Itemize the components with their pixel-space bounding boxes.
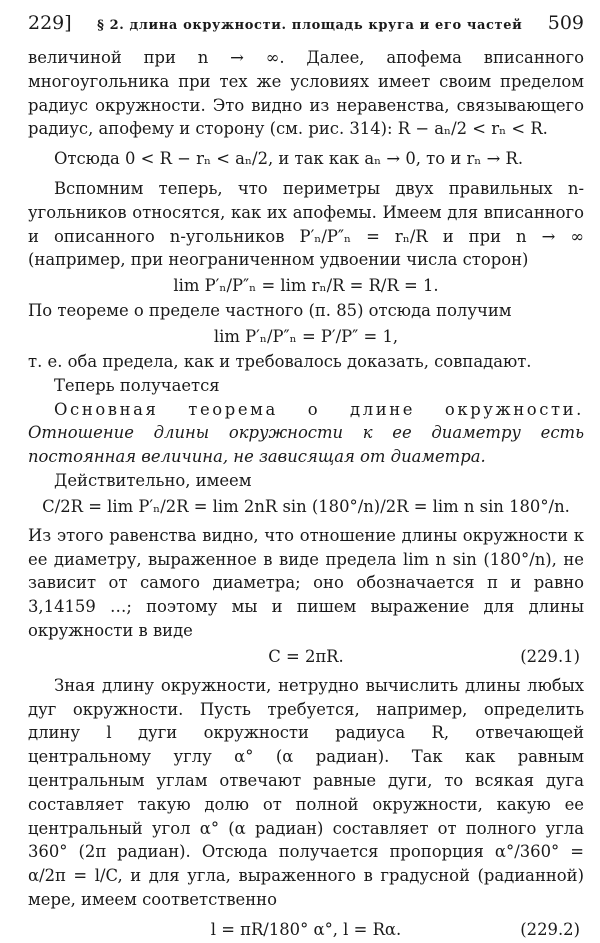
paragraph-9: Зная длину окружности, нетрудно вычислить длины любых дуг окружности. Пусть требуется, например, определить длину l дуги окружности радиуса R, отвечающей центральному углу α° (α радиан). Так как равным центральным углам отвечают равные дуги, то всякая дуга составляет такую долю от полной окружности, какую ее центральный угол α° (α радиан) составляет от полного угла 360° (2π радиан). Отсюда получается пропорция α°/360° = α/2π = l/C, и для угла, выраженного в градусной (радианной) мере, имеем соответственно [28, 675, 584, 909]
equation-4-number: (229.1) [520, 646, 580, 666]
paragraph-6: Теперь получается [54, 375, 220, 395]
equation-4: C = 2πR. [268, 646, 344, 666]
theorem-heading: Основная теорема о длине окружности. [54, 399, 584, 419]
page [28, 12, 584, 943]
equation-4-row [28, 647, 584, 666]
paragraph-3: Вспомним теперь, что периметры двух правильных n-угольников относятся, как их апофемы. Имеем для вписанного и описанного n-угольников P′ₙ/P″ₙ = rₙ/R и при n → ∞ (например, при неограниченном удвоении числа сторон) [28, 178, 584, 270]
paragraph-4: По теореме о пределе частного (п. 85) отсюда получим [28, 301, 512, 321]
theorem [28, 398, 584, 469]
section-number: 229] [28, 12, 72, 34]
paragraph-5: т. е. оба предела, как и требовалось доказать, совпадают. [28, 351, 532, 371]
equation-5: l = πR/180° α°, l = Rα. [210, 919, 402, 939]
running-title: § 2. длина окружности. площадь круга и его частей [97, 18, 523, 33]
equation-3: C/2R = lim P′ₙ/2R = lim 2nR sin (180°/n)/2R = lim n sin 180°/n. [42, 496, 570, 516]
paragraph-2: Отсюда 0 < R − rₙ < aₙ/2, и так как aₙ → 0, то и rₙ → R. [54, 149, 524, 169]
equation-5-row [28, 920, 584, 939]
page-number: 509 [547, 12, 584, 34]
theorem-statement: Отношение длины окружности к ее диаметру есть постоянная величина, не зависящая от диаметра. [28, 423, 584, 467]
equation-2: lim P′ₙ/P″ₙ = P′/P″ = 1, [213, 326, 399, 346]
paragraph-8: Из этого равенства видно, что отношение длины окружности к ее диаметру, выраженное в виде предела lim n sin (180°/n), не зависит от самого диаметра; оно обозначается π и равно 3,14159 …; поэтому мы и пишем выражение для длины окружности в виде [28, 525, 584, 640]
paragraph-1: величиной при n → ∞. Далее, апофема вписанного многоугольника при тех же условиях имеет своим пределом радиус окружности. Это видно из неравенства, связывающего радиус, апофему и сторону (см. рис. 314): R − aₙ/2 < rₙ < R. [28, 48, 584, 139]
paragraph-7: Действительно, имеем [54, 470, 252, 490]
running-header [28, 12, 584, 34]
equation-5-number: (229.2) [520, 919, 580, 939]
equation-1: lim P′ₙ/P″ₙ = lim rₙ/R = R/R = 1. [173, 276, 439, 296]
